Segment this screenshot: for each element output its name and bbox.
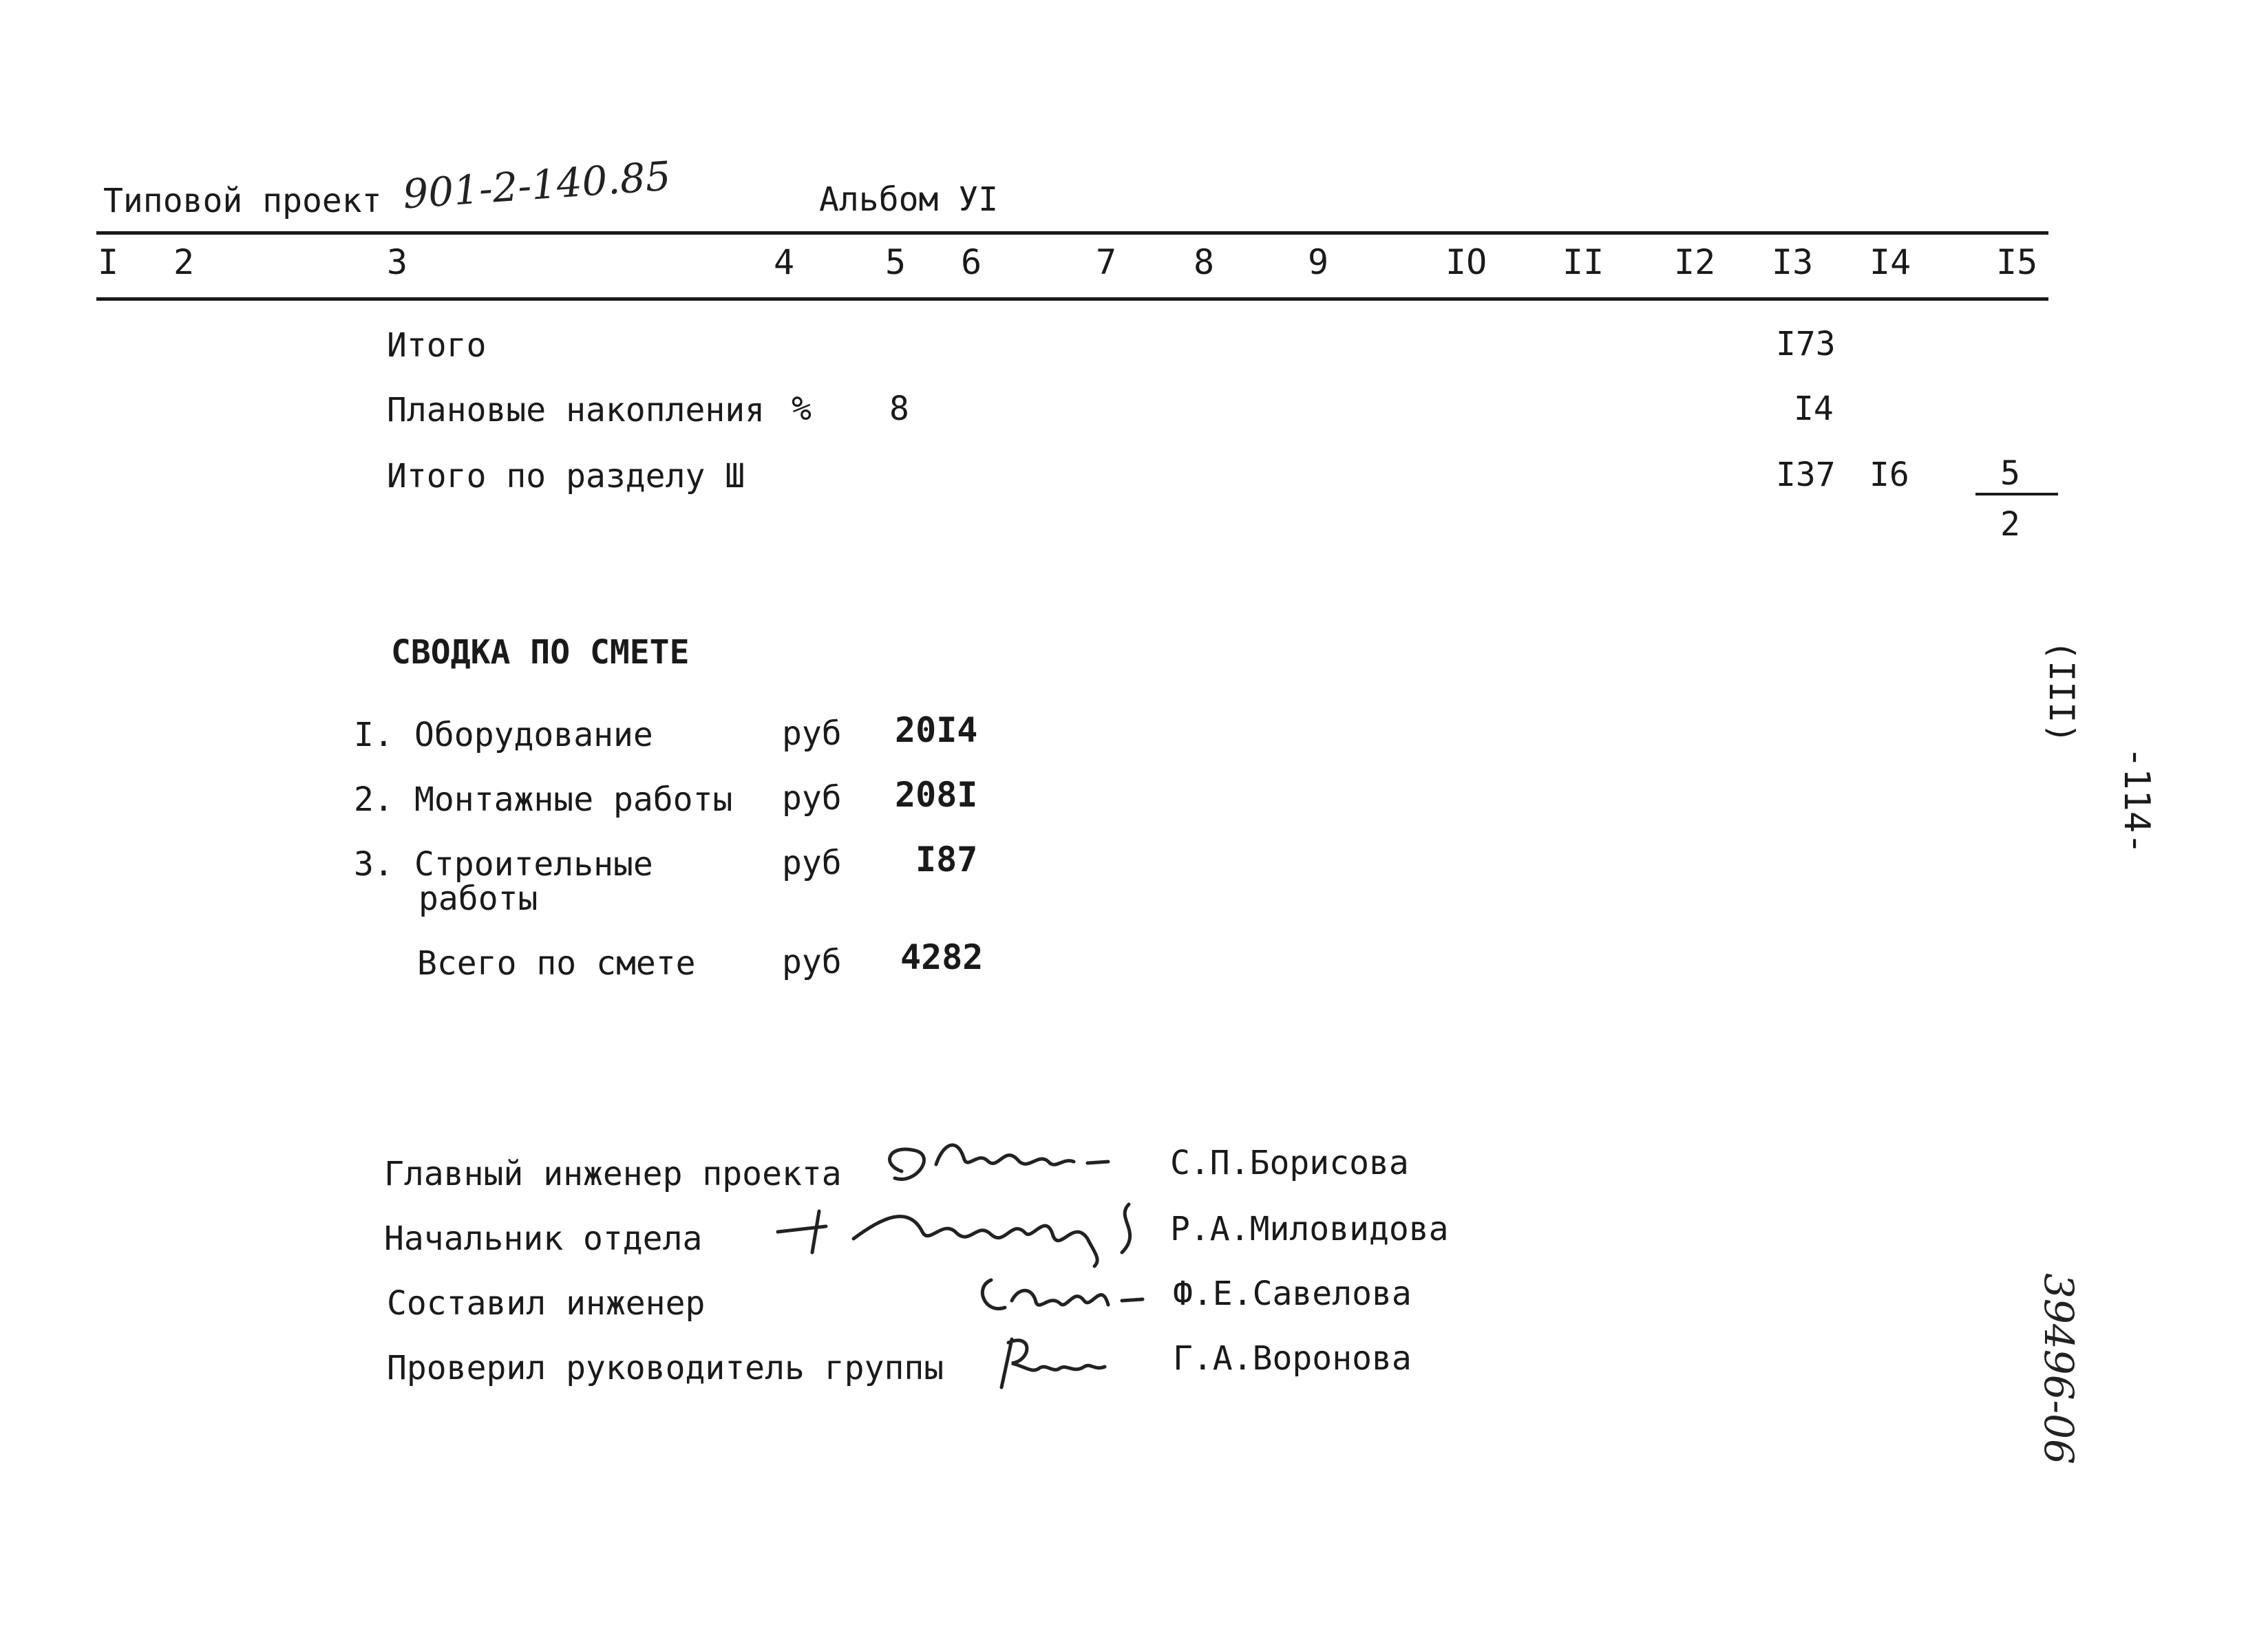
column-number-14: I4 (1869, 242, 1911, 282)
row-section-total-col13: I37 (1776, 456, 1836, 494)
summary-item-1-value: 20I4 (895, 710, 978, 750)
page-number: -114- (2116, 747, 2157, 855)
summary-total-value: 4282 (900, 937, 984, 977)
signature-name-4: Г.А.Воронова (1173, 1339, 1412, 1378)
album-label: Альбом УI (819, 180, 999, 219)
summary-item-1-unit: руб (782, 714, 842, 753)
summary-item-1-number: I. (354, 716, 394, 754)
signature-role-2: Начальник отдела (384, 1219, 703, 1258)
summary-item-3-name: Строительные (414, 845, 653, 884)
column-number-6: 6 (961, 242, 982, 282)
row-overhead-label: Плановые накопления (387, 391, 765, 429)
row-section-total-label: Итого по разделу Ш (387, 457, 745, 495)
column-number-13: I3 (1772, 242, 1814, 282)
header-rule-bottom (96, 297, 2048, 301)
signature-name-2: Р.А.Миловидова (1170, 1210, 1449, 1248)
column-number-2: 2 (173, 242, 195, 282)
summary-title: СВОДКА ПО СМЕТЕ (391, 633, 690, 672)
column-number-1: I (98, 242, 119, 282)
row-overhead-unit: % (792, 390, 812, 428)
summary-item-2-name: Монтажные работы (414, 780, 733, 819)
summary-item-3-name-line2: работы (418, 879, 538, 918)
handwritten-signature-4 (991, 1325, 1115, 1394)
column-number-11: II (1562, 242, 1604, 282)
column-number-12: I2 (1674, 242, 1716, 282)
signature-role-3: Составил инженер (387, 1284, 706, 1323)
summary-item-2-unit: руб (782, 779, 842, 818)
archive-number: 39496-06 (2035, 1273, 2082, 1464)
signature-name-3: Ф.Е.Савелова (1173, 1275, 1412, 1313)
row-section-total-col15-denominator: 2 (2000, 505, 2020, 544)
summary-total-label: Всего по смете (417, 944, 696, 983)
row-overhead-col13: I4 (1794, 390, 1834, 428)
summary-item-1-name: Оборудование (414, 716, 653, 754)
summary-total-unit: руб (782, 943, 842, 981)
column-number-4: 4 (774, 242, 795, 282)
summary-item-2-number: 2. (354, 780, 394, 819)
column-number-10: IO (1445, 242, 1487, 282)
column-number-9: 9 (1308, 242, 1329, 282)
summary-item-3-unit: руб (782, 844, 842, 882)
summary-item-3-value: I87 (915, 840, 978, 879)
project-label: Типовой проект (103, 182, 382, 220)
project-number: 901-2-140.85 (401, 152, 672, 218)
summary-item-3-number: 3. (354, 845, 394, 884)
row-overhead-col5: 8 (889, 390, 909, 428)
signature-name-1: С.П.Борисова (1170, 1144, 1409, 1182)
signature-role-4: Проверил руководитель группы (387, 1349, 944, 1387)
handwritten-signature-1 (874, 1123, 1136, 1199)
row-section-total-col14: I6 (1869, 456, 1909, 494)
signature-role-1: Главный инженер проекта (384, 1155, 842, 1193)
header-rule-top (96, 231, 2048, 235)
column-number-8: 8 (1194, 242, 1215, 282)
column-number-15: I5 (1996, 242, 2038, 282)
row-total-col13: I73 (1776, 325, 1836, 363)
column-number-7: 7 (1096, 242, 1117, 282)
column-number-5: 5 (885, 242, 907, 282)
row-section-total-col15-numerator: 5 (2000, 454, 2020, 493)
handwritten-signature-3 (971, 1259, 1149, 1328)
fraction-bar (1975, 493, 2058, 495)
page-marker: (III) (2042, 640, 2081, 744)
row-total-label: Итого (387, 326, 487, 365)
summary-item-2-value: 208I (895, 775, 978, 815)
column-number-3: 3 (387, 242, 408, 282)
